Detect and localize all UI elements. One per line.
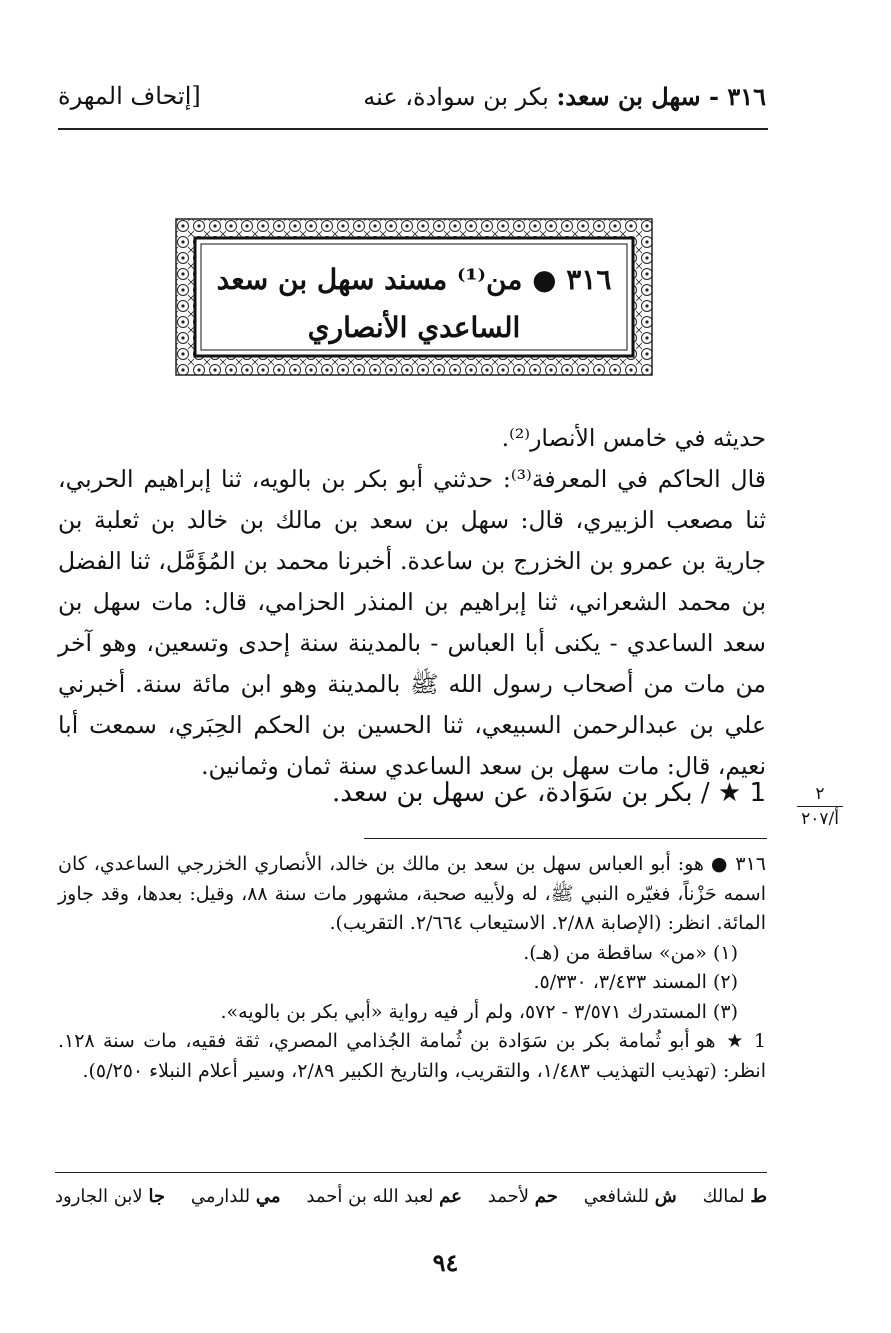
abbr-code: عم: [439, 1186, 462, 1207]
star-icon: ★: [717, 778, 742, 808]
footnote-2: (٢) المسند ٣/٤٣٣، ٥/٣٣٠.: [533, 971, 738, 993]
abbr-item: [306, 1186, 461, 1216]
abbr-code: مي: [255, 1186, 281, 1207]
abbr-name: لمالك: [702, 1186, 745, 1207]
entry-number: 1: [749, 778, 766, 808]
abbr-code: حم: [534, 1186, 558, 1207]
margin-ref-top: ٢: [815, 784, 825, 804]
intro-line: حديثه في خامس الأنصار⁽²⁾.: [501, 424, 766, 452]
footnote-1: (١) «من» ساقطة من (هـ).: [523, 941, 738, 964]
footnote-star: [58, 1027, 766, 1086]
abbr-name: لعبد الله بن أحمد: [306, 1186, 434, 1207]
abbr-item: [703, 1186, 767, 1216]
margin-ref-divider: [797, 806, 843, 807]
abbr-code: ش: [654, 1186, 677, 1207]
footnote-biography: ٣١٦ ● هو: أبو العباس سهل بن سعد بن مالك بن خالد، الأنصاري الخزرجي الساعدي، كان اسمه حَزْناً، فغيّره النبي ﷺ، له ولأبيه صحبة، مشهور مات سنة ٨٨، وقيل: بعدها، وقد جاوز المائة. انظر: (الإصابة ٢/٨٨. الاستيعاب ٢/٦٦٤. التقريب).: [58, 853, 766, 934]
header-book-title: [إتحاف المهرة: [58, 82, 201, 110]
header-divider: [58, 128, 768, 130]
chapter-title-box: [175, 218, 653, 376]
margin-ref-bottom: أ/٢٠٧: [801, 809, 839, 829]
header-subtitle: بكر بن سوادة، عنه: [363, 83, 549, 111]
chapter-title-line-2: الساعدي الأنصاري: [307, 311, 521, 344]
hadith-entry: [58, 778, 766, 822]
abbr-item: [584, 1186, 677, 1216]
abbr-code: ط: [750, 1186, 767, 1207]
abbr-item: [191, 1186, 281, 1216]
margin-reference: [790, 784, 850, 829]
abbr-code: جا: [148, 1186, 166, 1207]
abbr-name: للشافعي: [583, 1186, 649, 1207]
footnote-star-text: هو أبو ثُمامة بكر بن سَوَادة بن ثُمامة الجُذامي المصري، ثقة فقيه، مات سنة ١٢٨. انظر: (تهذيب التهذيب ١/٤٨٣، والتقريب، والتاريخ الكبير ٢/٨٩، وسير أعلام النبلاء ٥/٢٥٠).: [58, 1030, 766, 1082]
footnote-star-marker: 1 ★: [723, 1030, 766, 1052]
abbr-name: للدارمي: [190, 1186, 251, 1207]
abbr-item: [488, 1186, 558, 1216]
chapter-title: [175, 256, 653, 352]
footnote-3: (٣) المستدرك ٣/٥٧١ - ٥٧٢، ولم أر فيه رواية «أبي بكر بن بالويه».: [220, 1000, 738, 1023]
abbr-name: لابن الجارود: [55, 1186, 143, 1207]
abbreviations-divider: [55, 1172, 767, 1173]
entry-text: / بكر بن سَوَادة، عن سهل بن سعد.: [331, 778, 710, 808]
header-title: [363, 82, 766, 111]
footnote-divider: [364, 838, 767, 839]
running-header: [58, 82, 766, 122]
chapter-title-line-1: ٣١٦ ● من⁽¹⁾ مسند سهل بن سعد: [216, 263, 612, 296]
footnotes: [58, 850, 766, 1086]
abbreviations-key: [55, 1186, 767, 1216]
narration-paragraph: قال الحاكم في المعرفة⁽³⁾: حدثني أبو بكر بن بالويه، ثنا إبراهيم الحربي، ثنا مصعب الزبيري، قال: سهل بن سعد بن مالك بن خالد بن ثعلبة بن جارية بن عمرو بن الخزرج بن ساعدة. أخبرنا محمد بن المُؤَمَّل، ثنا الفضل بن محمد الشعراني، ثنا إبراهيم بن المنذر الحزامي، قال: مات سهل بن سعد الساعدي - يكنى أبا العباس - بالمدينة سنة إحدى وتسعين، وهو آخر من مات من أصحاب رسول الله ﷺ بالمدينة وهو ابن مائة سنة. أخبرني علي بن عبدالرحمن السبيعي، ثنا الحسين بن الحكم الحِبَري، سمعت أبا نعيم، قال: مات سهل بن سعد الساعدي سنة ثمان وثمانين.: [58, 465, 766, 780]
main-text: [58, 418, 766, 787]
abbr-item: [55, 1186, 165, 1216]
abbr-name: لأحمد: [487, 1186, 529, 1207]
page-number: ٩٤: [432, 1248, 459, 1277]
header-entry-number: ٣١٦ - سهل بن سعد:: [556, 82, 766, 111]
